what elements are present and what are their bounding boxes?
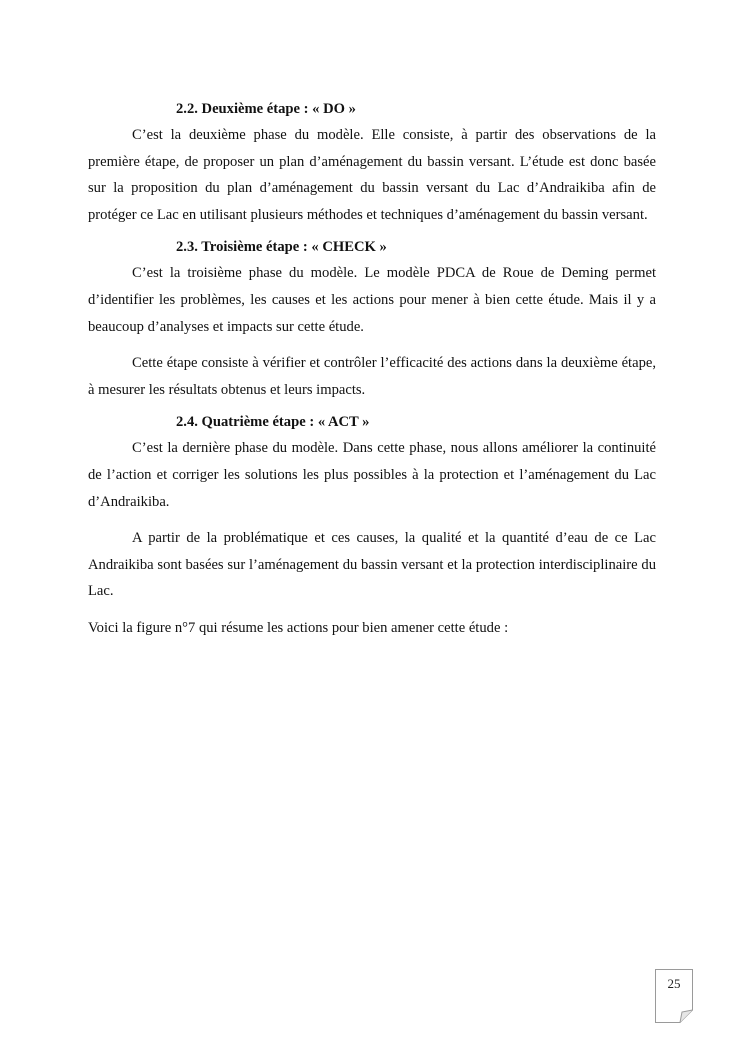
paragraph-act-1: C’est la dernière phase du modèle. Dans cette phase, nous allons améliorer la continuité de l’action et corriger les solutions les plus possibles à la protection et l’aménagement du Lac d’Andraikiba. [88,440,656,510]
figure-intro-line: Voici la figure n°7 qui résume les actions pour bien amener cette étude : [88,619,509,636]
paragraph-do: C’est la deuxième phase du modèle. Elle consiste, à partir des observations de la première étape, de proposer un plan d’aménagement du bassin versant. L’étude est donc basée sur la proposition du plan d’aménagement du bassin versant du Lac d’Andraikiba afin de protéger ce Lac en utilisant plusieurs méthodes et techniques d’aménagement du bassin versant. [88,127,656,223]
paragraph-act-2: A partir de la problématique et ces causes, la qualité et la quantité d’eau de ce Lac Andraikiba sont basées sur l’aménagement du bassin versant et la protection interdisciplinaire du Lac. [88,530,656,600]
section-heading-act: 2.4. Quatrième étape : « ACT » [176,414,370,431]
document-body [88,96,656,642]
page-number: 25 [667,976,681,991]
section-heading-do: 2.2. Deuxième étape : « DO » [176,101,356,117]
paragraph-check-2: Cette étape consiste à vérifier et contrôler l’efficacité des actions dans la deuxième étape, à mesurer les résultats obtenus et leurs impacts. [88,355,656,398]
paragraph-check-1: C’est la troisième phase du modèle. Le modèle PDCA de Roue de Deming permet d’identifier les problèmes, les causes et les actions pour mener à bien cette étude. Mais il y a beaucoup d’analyses et impacts sur cette étude. [88,265,656,335]
section-heading-check: 2.3. Troisième étape : « CHECK » [176,239,387,256]
page-number-box [655,969,693,1023]
